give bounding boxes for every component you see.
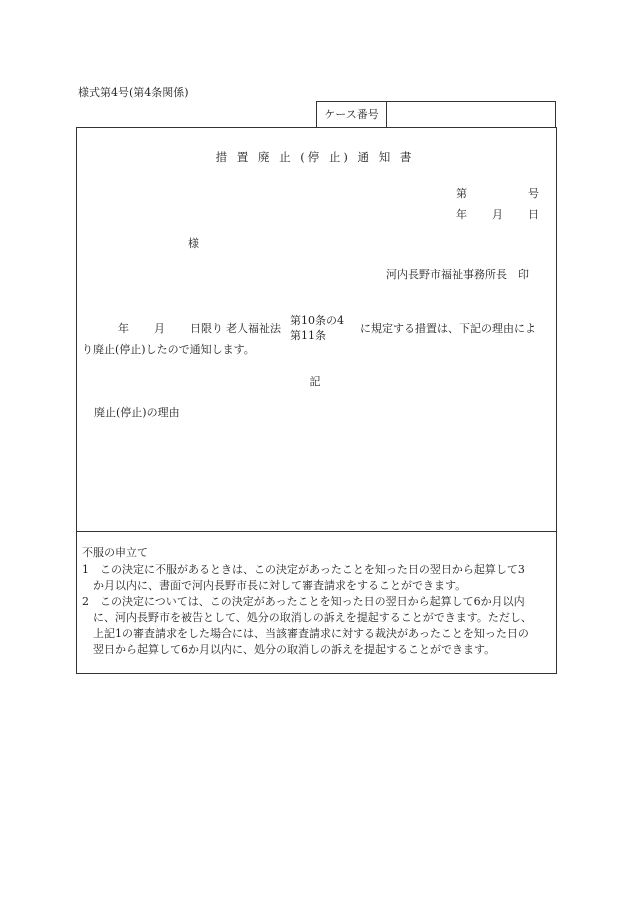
number-go: 号 bbox=[528, 187, 539, 200]
reason-label: 廃止(停止)の理由 bbox=[94, 406, 180, 419]
body-law: 老人福祉法 bbox=[226, 322, 281, 335]
appeal-line: 1 この決定に不服があるときは、この決定があったことを知った日の翌日から起算して3 bbox=[82, 563, 525, 576]
article-options bbox=[290, 313, 344, 343]
appeal-heading: 不服の申立て bbox=[82, 546, 148, 559]
issuer-name: 河内長野市福祉事務所長 印 bbox=[386, 268, 529, 281]
date-day: 日 bbox=[528, 208, 539, 221]
addressee-suffix: 様 bbox=[188, 237, 199, 250]
appeal-line: 上記1の審査請求をした場合には、当該審査請求に対する裁決があったことを知った日の bbox=[82, 627, 529, 640]
date-month: 月 bbox=[492, 208, 503, 221]
body-line-2: り廃止(停止)したので通知します。 bbox=[82, 343, 255, 356]
ki-marker: 記 bbox=[309, 375, 321, 388]
appeal-line: に、河内長野市を被告として、処分の取消しの訴えを提起することができます。ただし、 bbox=[82, 611, 532, 624]
case-number-label: ケース番号 bbox=[317, 102, 387, 127]
case-number-box bbox=[316, 101, 556, 127]
body-after-text: に規定する措置は、下記の理由によ bbox=[360, 322, 536, 335]
section-divider bbox=[76, 531, 557, 532]
article-option-1: 第10条の4 bbox=[290, 314, 344, 327]
number-dai: 第 bbox=[456, 187, 467, 200]
appeal-line: 翌日から起算して6か月以内に、処分の取消しの訴えを提起することができます。 bbox=[82, 643, 496, 656]
body-day-until: 日限り bbox=[190, 322, 223, 335]
appeal-line: 2 この決定については、この決定があったことを知った日の翌日から起算して6か月以内 bbox=[82, 595, 525, 608]
body-month: 月 bbox=[154, 322, 165, 335]
appeal-line: か月以内に、書面で河内長野市長に対して審査請求をすることができます。 bbox=[82, 579, 467, 592]
document-title: 措 置 廃 止 (停 止) 通 知 書 bbox=[215, 150, 415, 164]
body-year: 年 bbox=[118, 322, 129, 335]
date-year: 年 bbox=[456, 208, 467, 221]
form-number-label: 様式第4号(第4条関係) bbox=[78, 86, 189, 99]
article-option-2: 第11条 bbox=[290, 329, 326, 342]
